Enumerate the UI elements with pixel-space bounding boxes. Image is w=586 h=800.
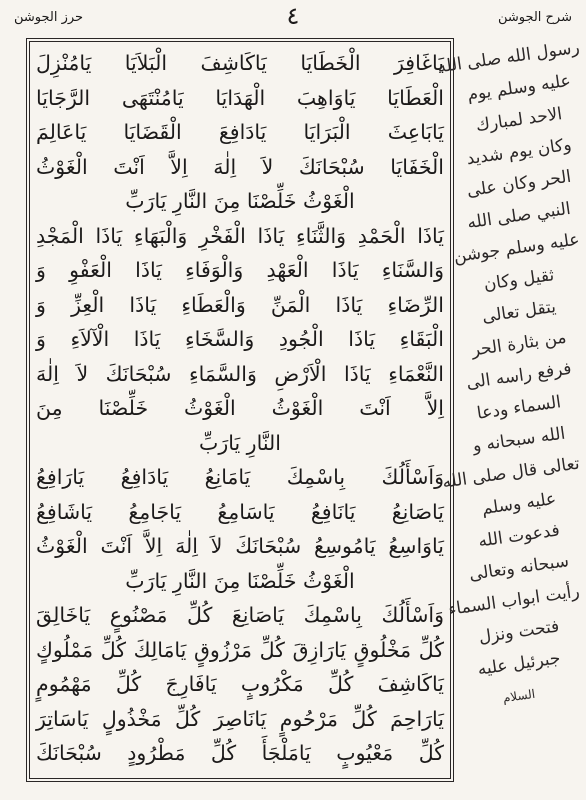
text-line: كُلِّ مَعْيُوبٍ يَامَلْجَأَ كُلِّ مَطْرُودٍ سُبْحَانَكَ [36, 741, 444, 765]
margin-line: يتقل تعالى [480, 296, 558, 328]
margin-line: النبي صلى الله [466, 198, 572, 234]
text-line: وَاَسْأَلُكَ بِاسْمِكَ يَاصَانِعَ كُلِّ مَصْنُوعٍ يَاخَالِقَ [36, 603, 444, 627]
text-line: الْخَفَايَا سُبْحَانَكَ لاَ اِلٰهَ اِلاَّ اَنْتَ الْغَوْثُ [36, 154, 444, 179]
text-line: الْعَطَايَا يَاوَاهِبَ الْهَدَايَا يَامُنْتَهَى الرَّجَايَا [36, 85, 444, 110]
margin-line: وكان يوم شديد [465, 134, 573, 170]
margin-commentary [436, 37, 581, 780]
text-line: يَاذَا الْحَمْدِ وَالثَّنَاءِ يَاذَا الْفَخْرِ وَالْبَهَاءِ يَاذَا الْمَجْدِ [36, 223, 444, 248]
margin-line: من بثارة الحر [470, 327, 568, 361]
refrain-line: الْغَوْثُ خَلِّصْنَا مِنَ النَّارِ يَارَبِّ [125, 568, 355, 593]
text-line: يَاكَاشِفَ كُلِّ مَكْرُوبٍ يَافَارِجَ كُلِّ مَهْمُومٍ [36, 672, 444, 696]
main-prayer-text [36, 46, 444, 776]
refrain-line: النَّارِ يَارَبِّ [199, 430, 281, 455]
margin-line: فرفع راسه الى [465, 358, 573, 394]
section-title: حرز الجوشن [14, 10, 84, 25]
page-number: ٤ [286, 2, 300, 30]
margin-line: تعالى قال صلى الله [441, 453, 581, 493]
text-line: وَالسَّنَاءِ يَاذَا الْعَهْدِ وَالْوَفَاءِ يَاذَا الْعَفْوِ وَ [36, 258, 444, 282]
margin-line: جبرئيل عليه [476, 648, 562, 680]
text-line: يَارَاحِمَ كُلِّ مَرْحُومٍ يَانَاصِرَ كُلِّ مَخْذُولٍ يَاسَاتِرَ [36, 706, 444, 731]
margin-line: ثقيل وكان [482, 265, 556, 295]
text-line: وَاَسْأَلُكَ بِاسْمِكَ يَامَانِعُ يَادَافِعُ يَارَافِعُ [36, 465, 444, 489]
text-line: الْبَقَاءِ يَاذَا الْجُودِ وَالسَّخَاءِ يَاذَا الْآلاَءِ وَ [36, 327, 444, 351]
text-line: كُلِّ مَخْلُوقٍ يَارَازِقَ كُلِّ مَرْزُوقٍ يَامَالِكَ كُلِّ مَمْلُوكٍ [36, 637, 444, 662]
text-line: يَاغَافِرَ الْخَطَايَا يَاكَاشِفَ الْبَلاَيَا يَامُنْزِلَ [36, 51, 444, 75]
margin-line: رسول الله صلى الله [436, 37, 581, 78]
margin-line: فدعوت الله [476, 520, 562, 552]
refrain-line: الْغَوْثُ خَلِّصْنَا مِنَ النَّارِ يَارَبِّ [125, 189, 355, 213]
text-line: النَّعْمَاءِ يَاذَا الْاَرْضِ وَالسَّمَاءِ سُبْحَانَكَ لاَ اِلٰهَ [36, 361, 444, 386]
text-line: يَاوَاسِعُ يَامُوسِعُ سُبْحَانَكَ لاَ اِلٰهَ اِلاَّ اَنْتَ الْغَوْثُ [36, 534, 444, 558]
margin-line: الله سبحانه و [471, 423, 567, 457]
margin-line: الحر وكان على [465, 166, 573, 202]
margin-line: الاحد لمبارك [474, 104, 564, 136]
text-line: يَابَاعِثَ الْبَرَايَا يَادَافِعَ الْقَضَايَا يَاعَالِمَ [36, 120, 444, 144]
text-line: اِلاَّ اَنْتَ الْغَوْثُ الْغَوْثُ خَلِّصْنَا مِنَ [36, 396, 444, 420]
margin-line: عليه وسلم [480, 488, 558, 520]
margin-line: عليه وسلم يوم [465, 70, 573, 106]
margin-line: السلام [502, 686, 536, 706]
margin-line: رأيت ابواب السماء [447, 581, 581, 620]
text-line: الرِّضَاءِ يَاذَا الْمَنِّ وَالْعَطَاءِ يَاذَا الْعِزِّ وَ [36, 292, 444, 317]
page-header [14, 4, 572, 32]
margin-line: السماء ودعا [475, 392, 563, 424]
margin-line: سبحانه وتعالى [467, 551, 571, 585]
text-line: يَاصَانِعُ يَانَافِعُ يَاسَامِعُ يَاجَامِعُ يَاشَافِعُ [36, 499, 444, 524]
book-title: شرح الجوشن [497, 10, 572, 25]
margin-line: عليه وسلم جوشن [452, 229, 581, 268]
margin-line: فتحت ونزل [477, 616, 561, 648]
